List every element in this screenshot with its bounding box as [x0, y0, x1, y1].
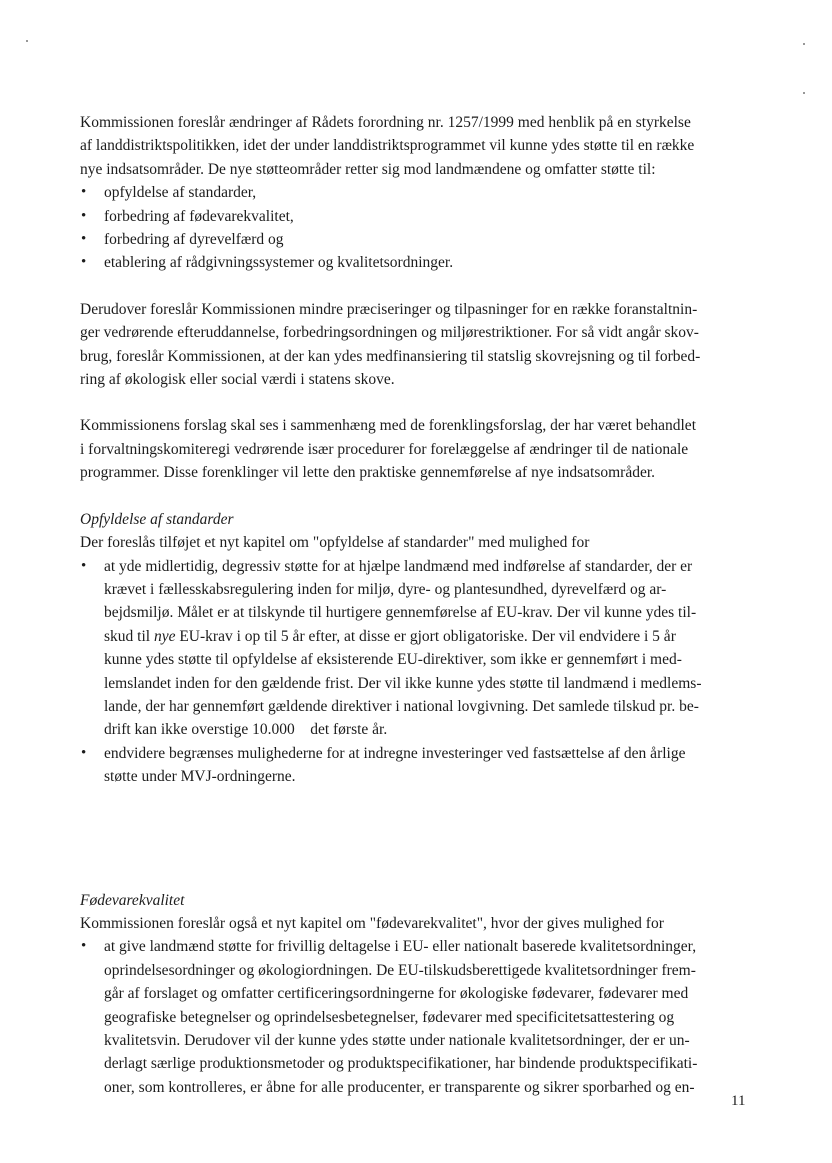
list-item-text: etablering af rådgivningssystemer og kvalitetsordninger. [104, 254, 454, 272]
list-item-text: opfyldelse af standarder, [104, 184, 257, 202]
bullet-icon: • [81, 231, 87, 248]
bullet-icon: • [81, 938, 87, 955]
text-line: krævet i fællesskabsregulering inden for miljø, dyre- og plantesundhed, dyrevelfærd og ar- [104, 580, 667, 598]
list-item [80, 742, 752, 789]
text-line: endvidere begrænses mulighederne for at indregne investeringer ved fastsættelse af den årlige [104, 744, 686, 762]
list-item [80, 228, 752, 251]
text-line: lande, der har gennemført gældende direktiver i national lovgivning. Det samlede tilskud pr. be- [104, 697, 699, 715]
bullet-icon: • [81, 254, 87, 271]
document-body [80, 111, 752, 1099]
text-line: oner, som kontrolleres, er åbne for alle producenter, er transparente og sikrer sporbarhed og en- [104, 1078, 695, 1096]
text-line: Kommissionen foreslår ændringer af Rådets forordning nr. 1257/1999 med henblik på en styrkelse [80, 114, 691, 131]
list-item [80, 181, 752, 204]
text-line [104, 625, 752, 648]
list-item [80, 935, 752, 1099]
text-line: geografiske betegnelser og oprindelsesbetegnelser, fødevarer med specificitetsattestering og [104, 1008, 675, 1026]
scan-speck [803, 92, 805, 94]
list-item [80, 205, 752, 228]
section-heading-standards: Opfyldelse af standarder [80, 510, 234, 528]
intro-bullet-list [80, 181, 752, 275]
text-line: går af forslaget og omfatter certificeringsordningerne for økologiske fødevarer, fødevarer med [104, 985, 689, 1003]
text-line: støtte under MVJ-ordningerne. [104, 768, 296, 786]
text-line: brug, foreslår Kommissionen, at der kan ydes medfinansiering til statslig skovrejsning og til forbed- [80, 347, 701, 365]
text-line: at give landmænd støtte for frivillig deltagelse i EU- eller nationalt baserede kvalitetsordninger, [104, 938, 697, 956]
section-heading-food-quality: Fødevarekvalitet [80, 891, 185, 909]
text-line: kunne ydes støtte til opfyldelse af eksisterende EU-direktiver, som ikke er gennemført i med- [104, 651, 682, 669]
standards-bullet-list [80, 555, 752, 789]
simplification-paragraph [80, 414, 752, 484]
bullet-icon: • [81, 744, 87, 761]
intro-paragraph [80, 111, 752, 181]
text-line: oprindelsesordninger og økologiordningen. De EU-tilskudsberettigede kvalitetsordninger frem- [104, 961, 696, 979]
list-item [80, 555, 752, 742]
text-line: at yde midlertidig, degressiv støtte for at hjælpe landmænd med indførelse af standarder, der er [104, 557, 693, 575]
text-line: drift kan ikke overstige 10.000 det første år. [104, 721, 388, 739]
text-line: Kommissionens forslag skal ses i sammenhæng med de forenklingsforslag, der har været behandlet [80, 417, 696, 435]
text-fragment: skud til [104, 627, 154, 645]
text-fragment: EU-krav i op til 5 år efter, at disse er gjort obligatoriske. Der vil endvidere i 5 år [175, 627, 676, 645]
section-intro [80, 531, 752, 554]
emphasis-text: nye [153, 627, 176, 645]
text-line: Der foreslås tilføjet et nyt kapitel om "opfyldelse af standarder" med mulighed for [80, 534, 590, 552]
list-item-text: forbedring af fødevarekvalitet, [104, 207, 294, 225]
food-quality-bullet-list [80, 935, 752, 1099]
page-number: 11 [731, 1093, 746, 1109]
text-line: ring af økologisk eller social værdi i statens skove. [80, 371, 395, 389]
text-line: derlagt særlige produktionsmetoder og produktspecifikationer, har bindende produktspecifikati- [104, 1055, 698, 1073]
text-line: lemslandet inden for den gældende frist. Der vil ikke kunne ydes støtte til landmænd i medlems- [104, 674, 702, 692]
bullet-icon: • [81, 207, 87, 224]
text-line: programmer. Disse forenklinger vil lette den praktiske gennemførelse af nye indsatsområder. [80, 464, 656, 482]
bullet-icon: • [81, 184, 87, 201]
section-intro [80, 912, 752, 935]
text-line: nye indsatsområder. De nye støtteområder retter sig mod landmændene og omfatter støtte til: [80, 160, 656, 178]
text-line: Kommissionen foreslår også et nyt kapitel om "fødevarekvalitet", hvor der gives mulighed for [80, 914, 664, 932]
text-line: Derudover foreslår Kommissionen mindre præciseringer og tilpasninger for en række foranstaltnin- [80, 300, 698, 318]
bullet-icon: • [81, 557, 87, 574]
scan-speck [803, 43, 805, 45]
text-line: kvalitetsvin. Derudover vil der kunne ydes støtte under nationale kvalitetsordninger, der er un- [104, 1032, 690, 1049]
text-line: bejdsmiljø. Målet er at tilskynde til hurtigere gennemførelse af EU-krav. Der vil kunne ydes til- [104, 604, 697, 622]
list-item-text: forbedring af dyrevelfærd og [104, 231, 284, 249]
text-line: ger vedrørende efteruddannelse, forbedringsordningen og miljørestriktioner. For så vidt angår skov- [80, 324, 699, 342]
text-line: i forvaltningskomiteregi vedrørende især procedurer for forelæggelse af ændringer til de nationale [80, 440, 689, 458]
scan-speck [26, 40, 28, 42]
text-line: af landdistriktspolitikken, idet der under landdistriktsprogrammet vil kunne ydes støtte til en række [80, 137, 695, 155]
list-item [80, 251, 752, 274]
forestry-paragraph [80, 298, 752, 392]
